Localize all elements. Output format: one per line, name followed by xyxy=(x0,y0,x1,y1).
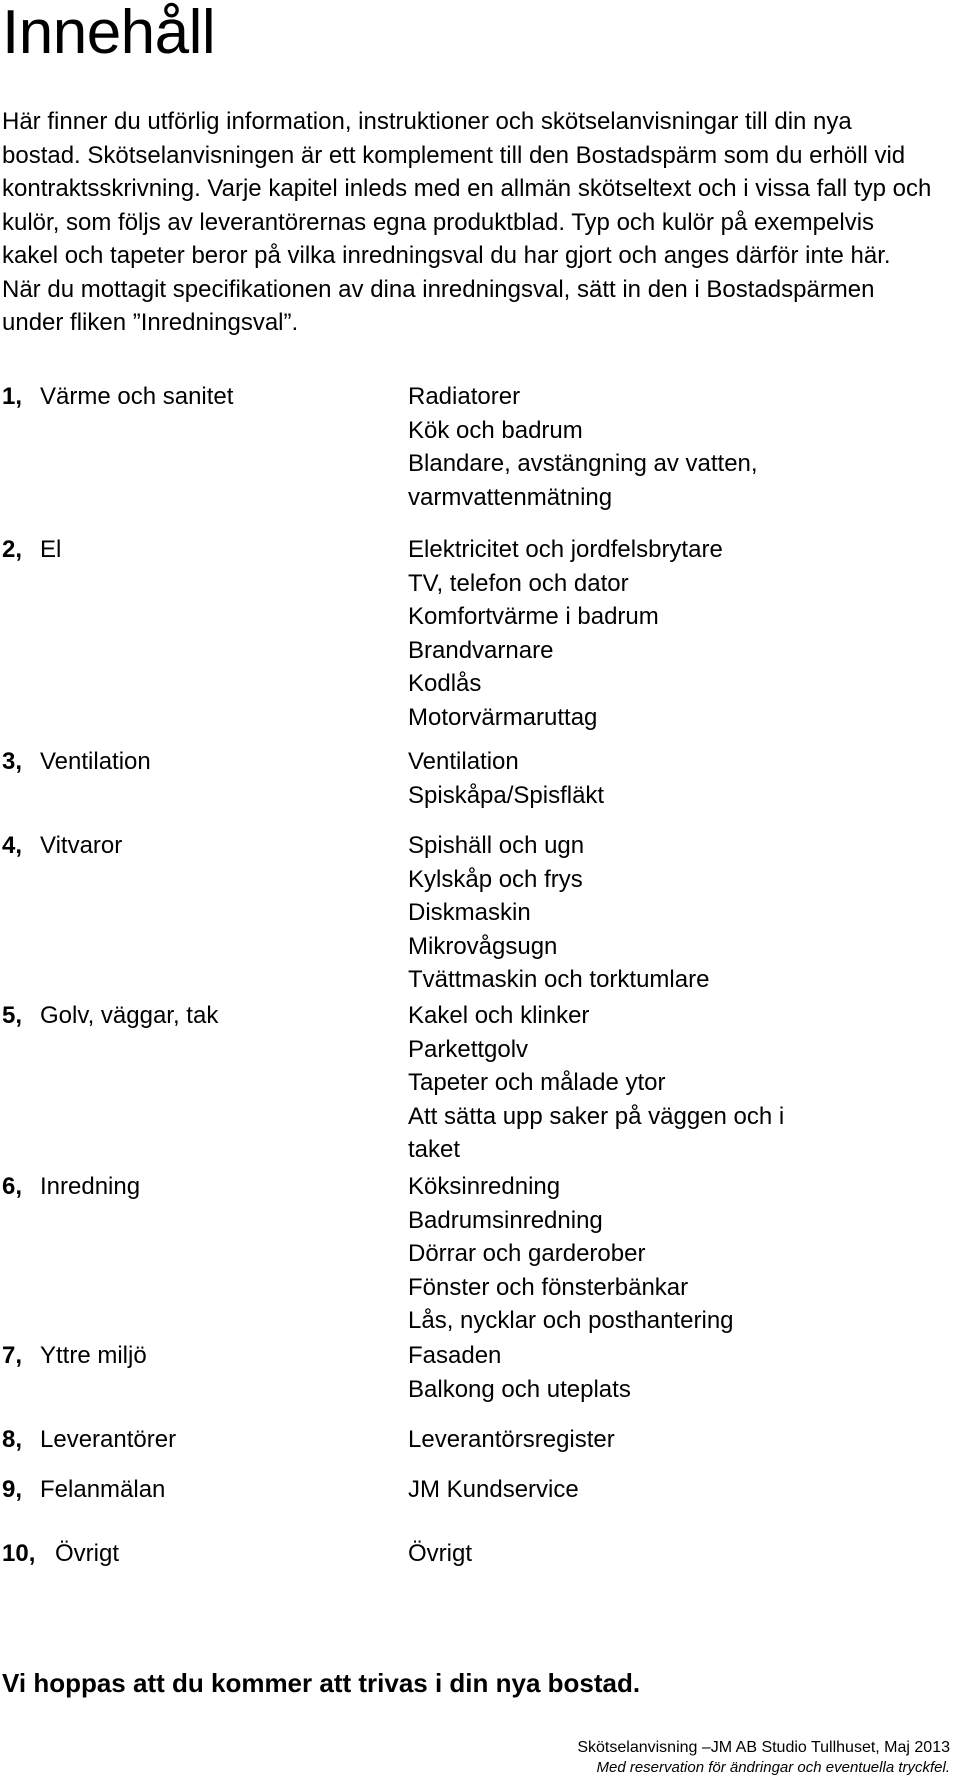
chapter-topic: Dörrar och garderober xyxy=(408,1240,646,1267)
chapter-topics xyxy=(408,745,848,812)
chapter-number: 7, xyxy=(2,1342,23,1369)
footer-document-info: Skötselanvisning –JM AB Studio Tullhuset, Maj 2013 xyxy=(577,1739,950,1756)
page-title: Innehåll xyxy=(2,0,216,67)
chapter-topic: Kök och badrum xyxy=(408,416,583,444)
toc-entry xyxy=(0,745,960,812)
chapter-topic: JM Kundservice xyxy=(408,1476,579,1503)
chapter-topics xyxy=(408,533,848,734)
chapter-topic: Fasaden xyxy=(408,1342,502,1369)
chapter-number: 1, xyxy=(2,383,23,410)
chapter-topic: Fönster och fönsterbänkar xyxy=(408,1273,689,1301)
chapter-topic: Spiskåpa/Spisfläkt xyxy=(408,781,605,809)
chapter-topics xyxy=(408,1423,848,1457)
chapter-topic: Ventilation xyxy=(408,748,519,775)
chapter-topic: Elektricitet och jordfelsbrytare xyxy=(408,536,723,563)
chapter-topics xyxy=(408,380,848,514)
chapter-number: 9, xyxy=(2,1476,23,1503)
toc-entry xyxy=(0,1537,960,1571)
chapter-number: 3, xyxy=(2,748,23,775)
toc-entry xyxy=(0,829,960,997)
chapter-topic: Motorvärmaruttag xyxy=(408,703,598,731)
chapter-topic: Blandare, avstängning av vatten, xyxy=(408,450,758,477)
chapter-number: 8, xyxy=(2,1426,23,1453)
closing-message: Vi hoppas att du kommer att trivas i din nya bostad. xyxy=(2,1668,641,1698)
chapter-topic: taket xyxy=(408,1136,461,1163)
chapter-topic: Kylskåp och frys xyxy=(408,865,583,893)
chapter-topic: Tvättmaskin och torktumlare xyxy=(408,966,710,993)
chapter-topic: Mikrovågsugn xyxy=(408,932,558,960)
footer xyxy=(577,1738,950,1778)
chapter-topic: Övrigt xyxy=(408,1540,473,1567)
toc-entry xyxy=(0,1423,960,1457)
chapter-topic: Kodlås xyxy=(408,670,482,697)
chapter-title: Inredning xyxy=(40,1173,141,1200)
chapter-topics xyxy=(408,1170,848,1338)
chapter-topic: varmvattenmätning xyxy=(408,483,613,511)
intro-paragraph: Här finner du utförlig information, instruktioner och skötselanvisningar till din nya bostad. Skötselanvisningen är ett komplement till den Bostadspärm som du erhöll vid kontraktsskrivning. Varje kapitel inleds med en allmän skötseltext och i vissa fall typ och kulör, som följs av leverantörernas egna produktblad. Typ och kulör på exempelvis kakel och tapeter beror på vilka inredningsval du har gjort och anges därför inte här. När du mottagit specifikationen av dina inredningsval, sätt in den i Bostadspärmen under fliken ”Inredningsval”. xyxy=(2,108,932,336)
chapter-topic: Diskmaskin xyxy=(408,899,531,926)
chapter-topic: Radiatorer xyxy=(408,383,521,410)
toc-entry xyxy=(0,533,960,734)
chapter-topic: Köksinredning xyxy=(408,1173,561,1200)
chapter-title: Leverantörer xyxy=(40,1426,177,1453)
chapter-topic: Parkettgolv xyxy=(408,1035,529,1063)
chapter-topic: Badrumsinredning xyxy=(408,1206,603,1234)
chapter-topic: Brandvarnare xyxy=(408,636,554,664)
chapter-title: Yttre miljö xyxy=(40,1342,147,1369)
chapter-topic: Kakel och klinker xyxy=(408,1002,590,1029)
chapter-topics xyxy=(408,1473,848,1507)
chapter-title: Ventilation xyxy=(40,748,151,775)
chapter-topic: Lås, nycklar och posthantering xyxy=(408,1307,734,1334)
chapter-topic: Leverantörsregister xyxy=(408,1426,615,1453)
chapter-topics xyxy=(408,829,848,997)
toc-entry xyxy=(0,380,960,514)
toc-entry xyxy=(0,1473,960,1507)
toc-entry xyxy=(0,999,960,1167)
chapter-title: Golv, väggar, tak xyxy=(40,1002,219,1029)
chapter-title: Värme och sanitet xyxy=(40,383,234,410)
footer-disclaimer: Med reservation för ändringar och eventuella tryckfel. xyxy=(596,1759,950,1776)
chapter-topics xyxy=(408,1537,848,1571)
chapter-title: Vitvaror xyxy=(40,832,123,859)
chapter-topics xyxy=(408,1339,848,1406)
chapter-number: 6, xyxy=(2,1173,23,1200)
chapter-number: 10, xyxy=(2,1540,36,1567)
chapter-title: Övrigt xyxy=(55,1540,120,1567)
chapter-topic: Komfortvärme i badrum xyxy=(408,603,659,630)
toc-entry xyxy=(0,1339,960,1406)
chapter-title: El xyxy=(40,536,62,563)
chapter-number: 4, xyxy=(2,832,23,859)
chapter-topic: Spishäll och ugn xyxy=(408,832,585,859)
chapter-topic: Balkong och uteplats xyxy=(408,1375,631,1403)
chapter-number: 2, xyxy=(2,536,23,563)
chapter-topic: Tapeter och målade ytor xyxy=(408,1069,666,1096)
chapter-topics xyxy=(408,999,848,1167)
toc-entry xyxy=(0,1170,960,1338)
chapter-topic: Att sätta upp saker på väggen och i xyxy=(408,1102,785,1130)
chapter-number: 5, xyxy=(2,1002,23,1029)
chapter-title: Felanmälan xyxy=(40,1476,166,1503)
chapter-topic: TV, telefon och dator xyxy=(408,569,629,597)
